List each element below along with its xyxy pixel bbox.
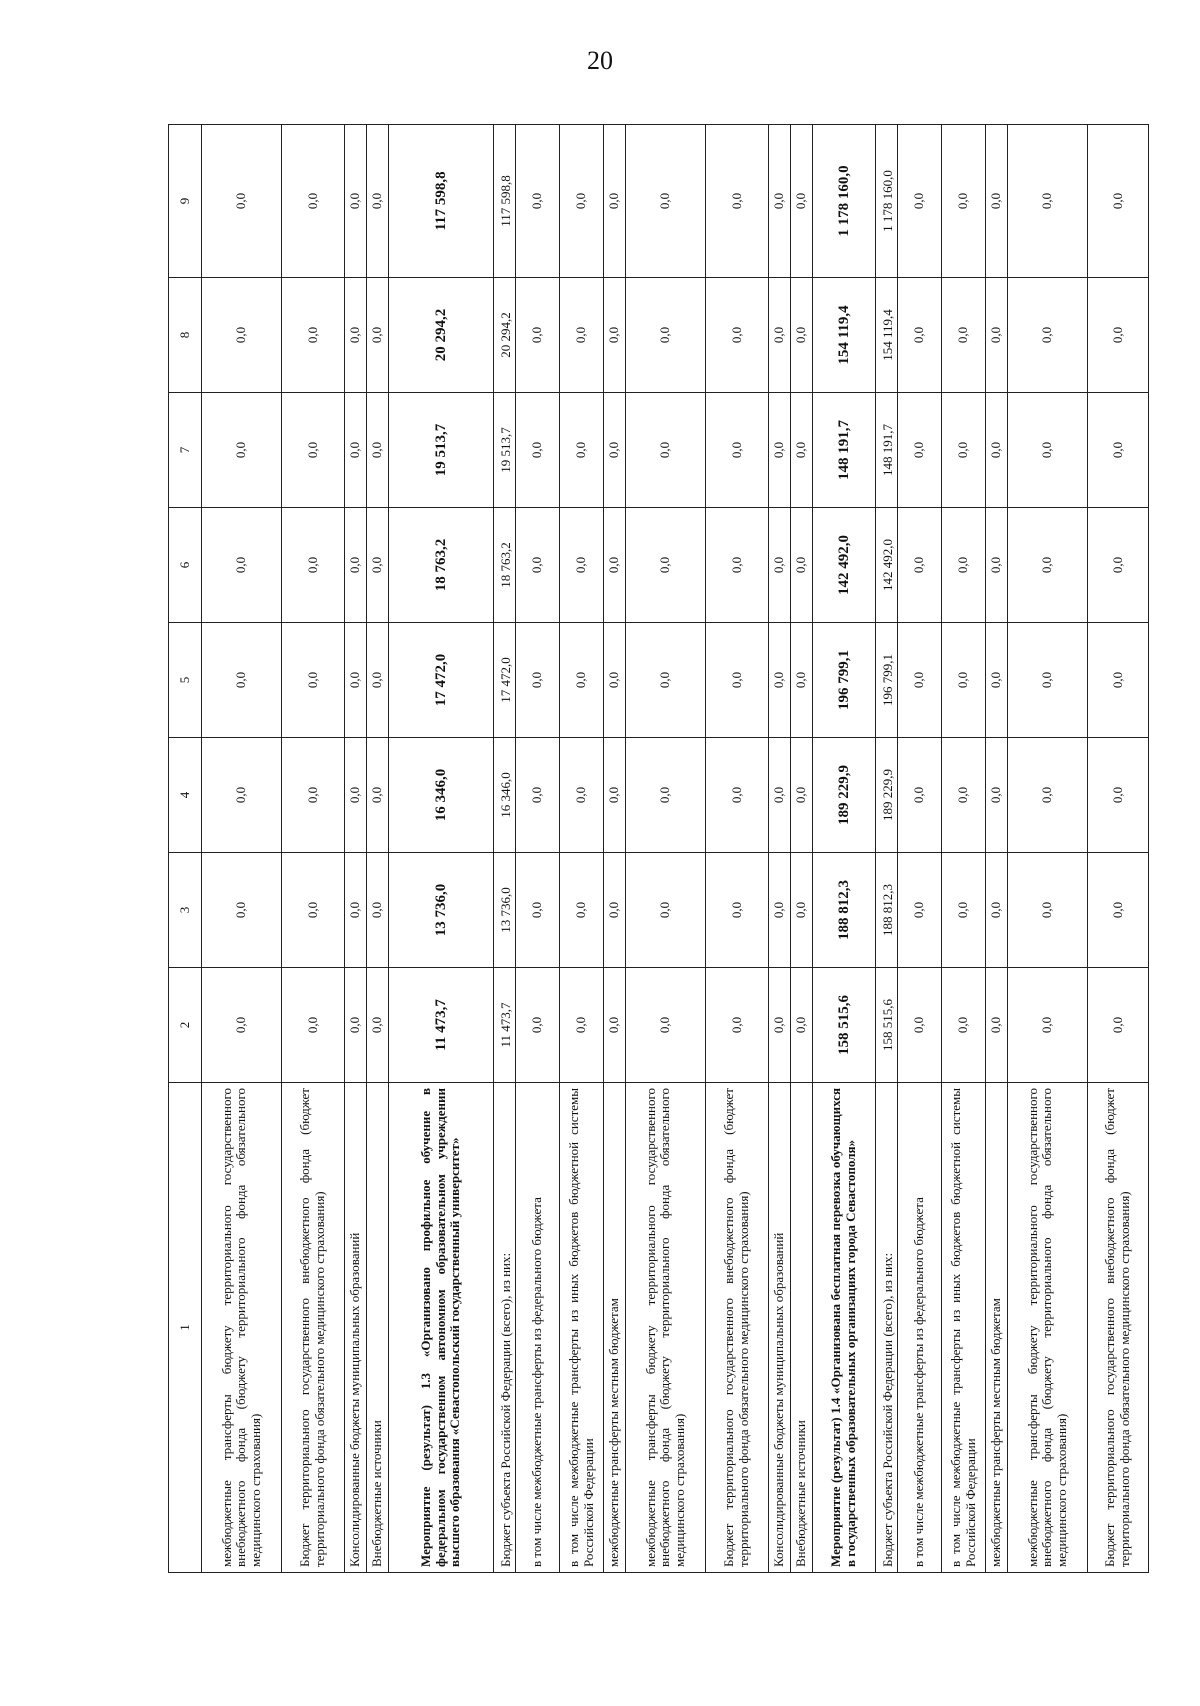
value-cell: 16 346,0 [389, 738, 494, 853]
value-cell: 19 513,7 [494, 393, 516, 508]
value-cell: 0,0 [706, 738, 769, 853]
table-row [876, 125, 898, 1573]
table-row [282, 125, 345, 1573]
value-cell: 117 598,8 [494, 125, 516, 278]
rotated-table-area [168, 125, 1132, 1573]
value-cell: 188 812,3 [813, 853, 876, 968]
value-cell: 148 191,7 [876, 393, 898, 508]
table-row [1088, 125, 1149, 1573]
value-cell: 0,0 [626, 968, 706, 1083]
row-label: в том числе межбюджетные трансферты из иных бюджетов бюджетной системы Российской Федерации [942, 1083, 986, 1573]
value-cell: 0,0 [345, 508, 367, 623]
row-label: Мероприятие (результат) 1.3 «Организовано профильное обучение в федеральном государственном автономном образовательном учреждении высшего образования «Севастопольский государственный университет» [389, 1083, 494, 1573]
row-label: межбюджетные трансферты бюджету территориального государственного внебюджетного фонда (бюджету территориального фонда обязательного медицинского страхования) [202, 1083, 282, 1573]
value-cell: 0,0 [282, 623, 345, 738]
value-cell: 0,0 [560, 968, 604, 1083]
value-cell: 0,0 [898, 393, 942, 508]
rotated-table-container [168, 125, 1132, 1573]
value-cell: 0,0 [626, 278, 706, 393]
value-cell: 0,0 [282, 968, 345, 1083]
value-cell: 0,0 [202, 968, 282, 1083]
value-cell: 0,0 [560, 623, 604, 738]
value-cell: 18 763,2 [389, 508, 494, 623]
value-cell: 13 736,0 [389, 853, 494, 968]
value-cell: 0,0 [986, 623, 1008, 738]
value-cell: 17 472,0 [494, 623, 516, 738]
row-label: Внебюджетные источники [367, 1083, 389, 1573]
row-label: межбюджетные трансферты местным бюджетам [604, 1083, 626, 1573]
value-cell: 0,0 [791, 853, 813, 968]
value-cell: 0,0 [706, 393, 769, 508]
value-cell: 154 119,4 [813, 278, 876, 393]
value-cell: 0,0 [604, 393, 626, 508]
value-cell: 0,0 [1088, 393, 1149, 508]
value-cell: 0,0 [942, 125, 986, 278]
value-cell: 0,0 [367, 623, 389, 738]
table-row [202, 125, 282, 1573]
table-row [626, 125, 706, 1573]
value-cell: 0,0 [367, 853, 389, 968]
value-cell: 11 473,7 [494, 968, 516, 1083]
value-cell: 0,0 [516, 853, 560, 968]
value-cell: 0,0 [791, 125, 813, 278]
value-cell: 196 799,1 [876, 623, 898, 738]
row-label: межбюджетные трансферты местным бюджетам [986, 1083, 1008, 1573]
value-cell: 0,0 [604, 125, 626, 278]
value-cell: 0,0 [282, 278, 345, 393]
value-cell: 0,0 [367, 393, 389, 508]
value-cell: 0,0 [706, 623, 769, 738]
value-cell: 0,0 [282, 508, 345, 623]
row-label: в том числе межбюджетные трансферты из федерального бюджета [898, 1083, 942, 1573]
value-cell: 0,0 [791, 738, 813, 853]
budget-table [168, 124, 1149, 1573]
value-cell: 0,0 [769, 393, 791, 508]
page-number: 20 [587, 46, 613, 75]
table-row [494, 125, 516, 1573]
value-cell: 117 598,8 [389, 125, 494, 278]
value-cell: 0,0 [604, 508, 626, 623]
value-cell: 142 492,0 [876, 508, 898, 623]
value-cell: 0,0 [626, 125, 706, 278]
table-row [516, 125, 560, 1573]
column-header: 6 [169, 508, 202, 623]
row-label: Бюджет территориального государственного внебюджетного фонда (бюджет территориального фонда обязательного медицинского страхования) [706, 1083, 769, 1573]
value-cell: 0,0 [1088, 738, 1149, 853]
value-cell: 0,0 [560, 738, 604, 853]
value-cell: 16 346,0 [494, 738, 516, 853]
value-cell: 189 229,9 [876, 738, 898, 853]
table-row [1008, 125, 1088, 1573]
value-cell: 0,0 [367, 738, 389, 853]
value-cell: 0,0 [516, 738, 560, 853]
value-cell: 0,0 [560, 278, 604, 393]
value-cell: 0,0 [202, 125, 282, 278]
value-cell: 0,0 [769, 125, 791, 278]
column-number-row [169, 125, 202, 1573]
value-cell: 0,0 [202, 738, 282, 853]
value-cell: 0,0 [604, 278, 626, 393]
column-header: 9 [169, 125, 202, 278]
column-header: 8 [169, 278, 202, 393]
column-header: 3 [169, 853, 202, 968]
value-cell: 0,0 [367, 278, 389, 393]
value-cell: 158 515,6 [813, 968, 876, 1083]
value-cell: 148 191,7 [813, 393, 876, 508]
table-row [345, 125, 367, 1573]
value-cell: 0,0 [345, 623, 367, 738]
value-cell: 0,0 [898, 508, 942, 623]
value-cell: 0,0 [898, 853, 942, 968]
row-label: Бюджет территориального государственного внебюджетного фонда (бюджет территориального фонда обязательного медицинского страхования) [282, 1083, 345, 1573]
value-cell: 0,0 [791, 968, 813, 1083]
value-cell: 158 515,6 [876, 968, 898, 1083]
value-cell: 0,0 [604, 853, 626, 968]
row-label: межбюджетные трансферты бюджету территориального государственного внебюджетного фонда (бюджету территориального фонда обязательного медицинского страхования) [1008, 1083, 1088, 1573]
value-cell: 1 178 160,0 [813, 125, 876, 278]
value-cell: 0,0 [706, 278, 769, 393]
value-cell: 0,0 [986, 278, 1008, 393]
row-label: межбюджетные трансферты бюджету территориального государственного внебюджетного фонда (бюджету территориального фонда обязательного медицинского страхования) [626, 1083, 706, 1573]
value-cell: 0,0 [1008, 393, 1088, 508]
value-cell: 0,0 [202, 278, 282, 393]
value-cell: 0,0 [516, 393, 560, 508]
value-cell: 0,0 [898, 623, 942, 738]
table-row [706, 125, 769, 1573]
table-row [604, 125, 626, 1573]
column-header: 2 [169, 968, 202, 1083]
value-cell: 0,0 [791, 278, 813, 393]
value-cell: 0,0 [345, 738, 367, 853]
value-cell: 0,0 [1088, 853, 1149, 968]
value-cell: 0,0 [769, 968, 791, 1083]
table-row [367, 125, 389, 1573]
value-cell: 0,0 [1008, 738, 1088, 853]
value-cell: 0,0 [560, 853, 604, 968]
value-cell: 0,0 [626, 738, 706, 853]
value-cell: 20 294,2 [494, 278, 516, 393]
value-cell: 0,0 [769, 738, 791, 853]
value-cell: 0,0 [345, 278, 367, 393]
value-cell: 0,0 [345, 968, 367, 1083]
row-label: Мероприятие (результат) 1.4 «Организована бесплатная перевозка обучающихся в государственных образовательных организациях города Севастополя» [813, 1083, 876, 1573]
value-cell: 0,0 [626, 623, 706, 738]
value-cell: 0,0 [706, 508, 769, 623]
value-cell: 0,0 [516, 125, 560, 278]
value-cell: 0,0 [942, 968, 986, 1083]
value-cell: 0,0 [706, 968, 769, 1083]
value-cell: 0,0 [282, 853, 345, 968]
value-cell: 0,0 [516, 508, 560, 623]
value-cell: 0,0 [791, 393, 813, 508]
value-cell: 0,0 [1008, 968, 1088, 1083]
row-label: в том числе межбюджетные трансферты из федерального бюджета [516, 1083, 560, 1573]
value-cell: 0,0 [202, 508, 282, 623]
value-cell: 0,0 [1088, 125, 1149, 278]
value-cell: 0,0 [791, 508, 813, 623]
column-header: 4 [169, 738, 202, 853]
value-cell: 0,0 [706, 853, 769, 968]
row-label: Внебюджетные источники [791, 1083, 813, 1573]
table-row [791, 125, 813, 1573]
value-cell: 142 492,0 [813, 508, 876, 623]
value-cell: 0,0 [604, 623, 626, 738]
value-cell: 0,0 [516, 968, 560, 1083]
value-cell: 0,0 [604, 738, 626, 853]
value-cell: 0,0 [1008, 278, 1088, 393]
value-cell: 0,0 [986, 125, 1008, 278]
value-cell: 0,0 [560, 393, 604, 508]
row-label: Бюджет субъекта Российской Федерации (всего), из них: [494, 1083, 516, 1573]
value-cell: 0,0 [706, 125, 769, 278]
value-cell: 0,0 [942, 623, 986, 738]
value-cell: 0,0 [942, 508, 986, 623]
value-cell: 0,0 [898, 125, 942, 278]
value-cell: 0,0 [1008, 125, 1088, 278]
value-cell: 0,0 [367, 508, 389, 623]
row-label: Консолидированные бюджеты муниципальных образований [769, 1083, 791, 1573]
value-cell: 0,0 [1008, 623, 1088, 738]
value-cell: 0,0 [1088, 508, 1149, 623]
table-row [769, 125, 791, 1573]
value-cell: 0,0 [791, 623, 813, 738]
value-cell: 0,0 [1088, 968, 1149, 1083]
value-cell: 0,0 [942, 853, 986, 968]
row-label: в том числе межбюджетные трансферты из иных бюджетов бюджетной системы Российской Федерации [560, 1083, 604, 1573]
value-cell: 0,0 [626, 853, 706, 968]
value-cell: 0,0 [1088, 623, 1149, 738]
value-cell: 0,0 [942, 278, 986, 393]
row-label: Консолидированные бюджеты муниципальных образований [345, 1083, 367, 1573]
table-row [898, 125, 942, 1573]
column-header: 1 [169, 1083, 202, 1573]
column-header: 7 [169, 393, 202, 508]
value-cell: 196 799,1 [813, 623, 876, 738]
value-cell: 19 513,7 [389, 393, 494, 508]
value-cell: 0,0 [367, 968, 389, 1083]
value-cell: 154 119,4 [876, 278, 898, 393]
value-cell: 0,0 [986, 393, 1008, 508]
value-cell: 0,0 [942, 393, 986, 508]
table-row [813, 125, 876, 1573]
table-row [560, 125, 604, 1573]
value-cell: 0,0 [282, 393, 345, 508]
row-label: Бюджет территориального государственного внебюджетного фонда (бюджет территориального фонда обязательного медицинского страхования) [1088, 1083, 1149, 1573]
value-cell: 0,0 [202, 853, 282, 968]
value-cell: 17 472,0 [389, 623, 494, 738]
value-cell: 0,0 [769, 853, 791, 968]
value-cell: 0,0 [516, 623, 560, 738]
value-cell: 11 473,7 [389, 968, 494, 1083]
value-cell: 189 229,9 [813, 738, 876, 853]
value-cell: 188 812,3 [876, 853, 898, 968]
row-label: Бюджет субъекта Российской Федерации (всего), из них: [876, 1083, 898, 1573]
value-cell: 0,0 [345, 125, 367, 278]
table-row [942, 125, 986, 1573]
value-cell: 0,0 [769, 623, 791, 738]
value-cell: 0,0 [282, 738, 345, 853]
value-cell: 1 178 160,0 [876, 125, 898, 278]
value-cell: 0,0 [1008, 508, 1088, 623]
value-cell: 0,0 [986, 508, 1008, 623]
value-cell: 0,0 [516, 278, 560, 393]
value-cell: 0,0 [345, 393, 367, 508]
table-row [986, 125, 1008, 1573]
value-cell: 0,0 [769, 278, 791, 393]
value-cell: 0,0 [626, 508, 706, 623]
value-cell: 0,0 [345, 853, 367, 968]
value-cell: 0,0 [282, 125, 345, 278]
value-cell: 0,0 [1088, 278, 1149, 393]
value-cell: 0,0 [560, 125, 604, 278]
value-cell: 0,0 [942, 738, 986, 853]
value-cell: 0,0 [202, 393, 282, 508]
value-cell: 0,0 [560, 508, 604, 623]
value-cell: 0,0 [898, 278, 942, 393]
value-cell: 0,0 [1008, 853, 1088, 968]
value-cell: 0,0 [986, 738, 1008, 853]
table-row [389, 125, 494, 1573]
value-cell: 0,0 [986, 968, 1008, 1083]
column-header: 5 [169, 623, 202, 738]
value-cell: 0,0 [604, 968, 626, 1083]
value-cell: 0,0 [769, 508, 791, 623]
value-cell: 13 736,0 [494, 853, 516, 968]
value-cell: 0,0 [986, 853, 1008, 968]
value-cell: 0,0 [202, 623, 282, 738]
value-cell: 0,0 [898, 738, 942, 853]
value-cell: 0,0 [367, 125, 389, 278]
value-cell: 0,0 [898, 968, 942, 1083]
value-cell: 18 763,2 [494, 508, 516, 623]
value-cell: 0,0 [626, 393, 706, 508]
value-cell: 20 294,2 [389, 278, 494, 393]
